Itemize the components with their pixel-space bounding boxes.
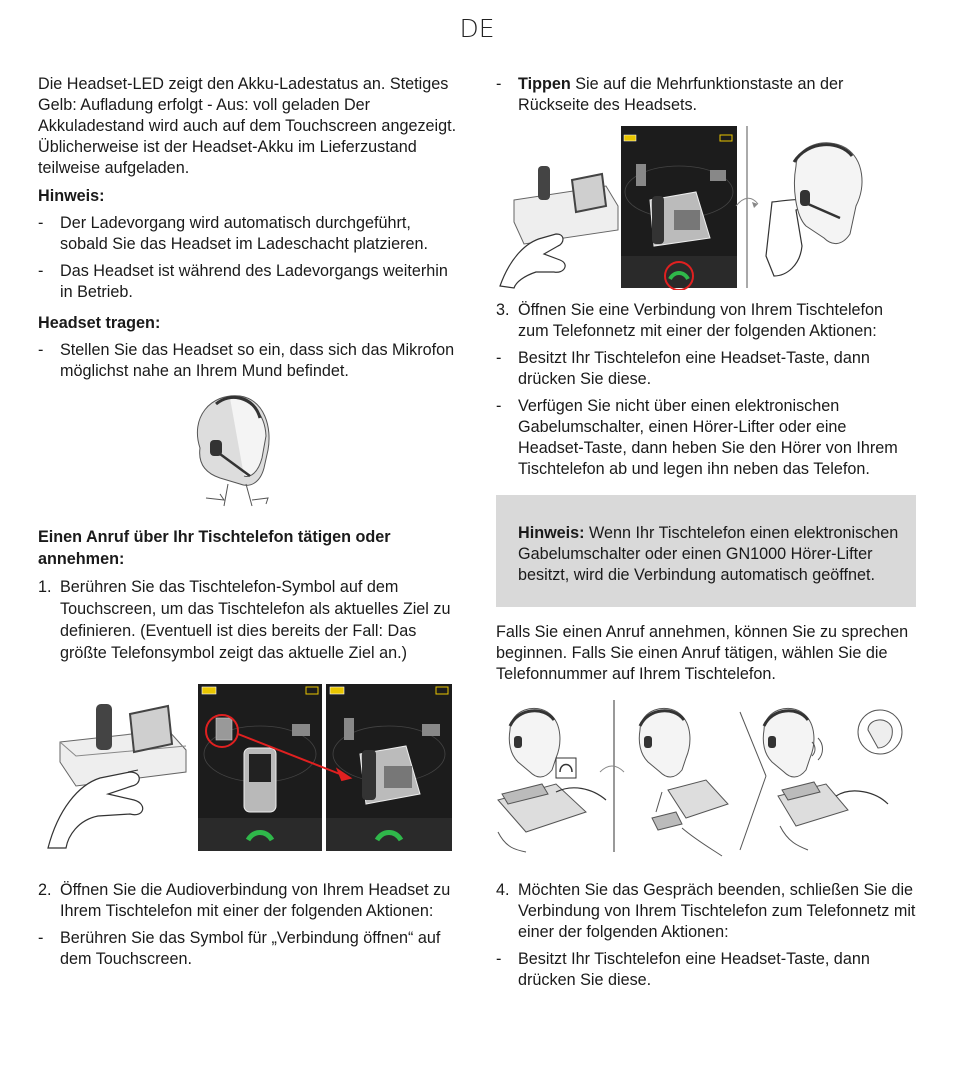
falls-section: [496, 622, 916, 685]
note-bold: Hinweis:: [518, 524, 585, 542]
list-item: - Verfügen Sie nicht über einen elektronischen Gabelumschalter, einen Hörer-Lifter oder eine Headset-Taste, dann heben Sie den Hörer von Ihrem Tischtelefon ab und legen ihn neben das Telefon.: [496, 397, 898, 478]
step-3-section: [496, 300, 916, 480]
note-box: [496, 495, 916, 607]
headset-wearing-illustration: [180, 388, 280, 514]
intro-paragraph: Die Headset-LED zeigt den Akku-Ladestatus an. Stetiges Gelb: Aufladung erfolgt - Aus: voll geladen Der Akkuladestand wird auch auf dem Touchscreen angezeigt. Üblicherweise ist der Headset-Akku im Lieferzustand teilweise aufgeladen.: [38, 75, 457, 177]
step-3: 3. Öffnen Sie eine Verbindung von Ihrem Tischtelefon zum Telefonnetz mit einer der folgenden Aktionen:: [496, 301, 884, 340]
step-1-text: Berühren Sie das Tischtelefon-Symbol auf dem Touchscreen, um das Tischtelefon als aktuelles Ziel zu definieren. (Eventuell ist dies bereits der Fall: Das größte Telefonsymbol zeigt das aktuelle Ziel an.): [60, 578, 451, 662]
tippen-section: [496, 74, 916, 116]
tippen-text: Sie auf die Mehrfunktionstaste an der Rückseite des Headsets.: [518, 75, 844, 114]
base-station-illustration: [38, 690, 190, 850]
step-3-text: Öffnen Sie eine Verbindung von Ihrem Tischtelefon zum Telefonnetz mit einer der folgenden Aktionen:: [518, 301, 884, 340]
list-item-text: Stellen Sie das Headset so ein, dass sich das Mikrofon möglichst nahe an Ihrem Mund befindet.: [60, 341, 455, 380]
tippen-bold: Tippen: [518, 75, 571, 93]
desk-phone-steps-illustration: [496, 700, 916, 858]
hinweis-title: Hinweis:: [38, 187, 105, 205]
list-item: - Besitzt Ihr Tischtelefon eine Headset-Taste, dann drücken Sie diese.: [496, 349, 870, 388]
step-4-section: [496, 880, 916, 991]
list-item: - Stellen Sie das Headset so ein, dass sich das Mikrofon möglichst nahe an Ihrem Mund befindet.: [38, 341, 455, 380]
step-2-section: [38, 880, 462, 970]
list-item-text: Verfügen Sie nicht über einen elektronischen Gabelumschalter, einen Hörer-Lifter oder eine Headset-Taste, dann heben Sie den Hörer von Ihrem Tischtelefon ab und legen ihn neben das Telefon.: [518, 397, 898, 478]
list-item: - Das Headset ist während des Ladevorgangs weiterhin in Betrieb.: [38, 262, 448, 301]
step-4-text: Möchten Sie das Gespräch beenden, schließen Sie die Verbindung von Ihrem Tischtelefon zum Telefonnetz mit einer der folgenden Aktionen:: [518, 881, 916, 941]
tragen-title: Headset tragen:: [38, 314, 161, 332]
step-1: 1. Berühren Sie das Tischtelefon-Symbol auf dem Touchscreen, um das Tischtelefon als aktuelles Ziel zu definieren. (Eventuell ist dies bereits der Fall: Das größte Telefonsymbol zeigt das aktuelle Ziel an.): [38, 578, 451, 662]
step-2-text: Öffnen Sie die Audioverbindung von Ihrem Headset zu Ihrem Tischtelefon mit einer der folgenden Aktionen:: [60, 881, 451, 920]
language-heading: DE: [459, 14, 495, 43]
left-intro: [38, 74, 462, 179]
list-item-text: Besitzt Ihr Tischtelefon eine Headset-Taste, dann drücken Sie diese.: [518, 950, 870, 989]
hinweis-section: [38, 186, 462, 303]
list-item: - Der Ladevorgang wird automatisch durchgeführt, sobald Sie das Headset im Ladeschacht platzieren.: [38, 214, 429, 253]
anruf-title: Einen Anruf über Ihr Tischtelefon tätigen oder annehmen:: [38, 528, 391, 568]
list-item-text: Das Headset ist während des Ladevorgangs weiterhin in Betrieb.: [60, 262, 448, 301]
step-4: 4. Möchten Sie das Gespräch beenden, schließen Sie die Verbindung von Ihrem Tischtelefon zum Telefonnetz mit einer der folgenden Aktionen:: [496, 881, 916, 941]
list-item-text: Berühren Sie das Symbol für „Verbindung öffnen“ auf dem Touchscreen.: [60, 929, 441, 968]
list-item: - Besitzt Ihr Tischtelefon eine Headset-Taste, dann drücken Sie diese.: [496, 950, 870, 989]
falls-paragraph: Falls Sie einen Anruf annehmen, können Sie zu sprechen beginnen. Falls Sie einen Anruf tätigen, wählen Sie die Telefonnummer auf Ihrem Tischtelefon.: [496, 623, 909, 683]
list-item: - Tippen Sie auf die Mehrfunktionstaste an der Rückseite des Headsets.: [496, 75, 844, 114]
note-text: Wenn Ihr Tischtelefon einen elektronischen Gabelumschalter oder einen GN1000 Hörer-Lifter besitzt, wird die Verbindung automatisch geöffnet.: [518, 524, 899, 584]
list-item-text: Besitzt Ihr Tischtelefon eine Headset-Taste, dann drücken Sie diese.: [518, 349, 870, 388]
highlight-arrow-overlay: [204, 712, 364, 792]
list-item: - Berühren Sie das Symbol für „Verbindung öffnen“ auf dem Touchscreen.: [38, 929, 441, 968]
tap-headset-illustration: [496, 126, 916, 290]
anruf-section: [38, 526, 462, 664]
list-item-text: Der Ladevorgang wird automatisch durchgeführt, sobald Sie das Headset im Ladeschacht platzieren.: [60, 214, 429, 253]
step-2: 2. Öffnen Sie die Audioverbindung von Ihrem Headset zu Ihrem Tischtelefon mit einer der folgenden Aktionen:: [38, 881, 451, 920]
tragen-section: [38, 313, 462, 382]
